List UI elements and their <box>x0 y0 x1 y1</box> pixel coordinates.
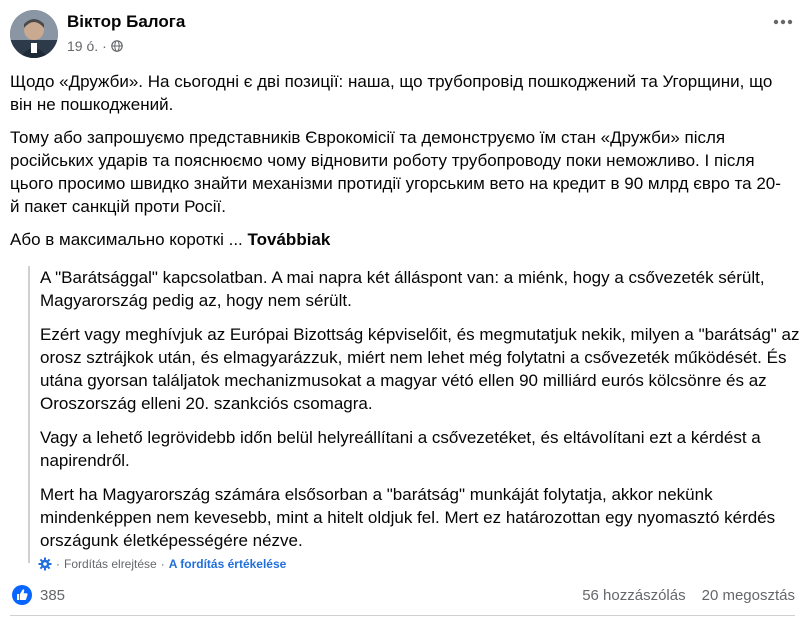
translation-paragraph: A "Barátsággal" kapcsolatban. A mai napra két álláspont van: a miénk, hogy a csővezeték sérült, Magyarország pedig az, hogy nem sérült. <box>40 268 765 310</box>
see-more-link[interactable]: Továbbiak <box>247 230 331 249</box>
hide-translation-link[interactable]: Fordítás elrejtése <box>64 557 157 571</box>
more-dots-icon <box>773 19 793 25</box>
avatar-photo <box>10 10 58 58</box>
post-time[interactable]: 19 ó. <box>67 38 99 54</box>
post-paragraph: Щодо «Дружби». На сьогодні є дві позиції: наша, що трубопровід пошкоджений та Угорщини, що він не пошкоджений. <box>10 72 773 114</box>
translation-paragraph: Vagy a lehető legrövidebb időn belül helyreállítani a csővezetéket, és eltávolítani ezt a kérdést a napirendről. <box>40 428 761 470</box>
share-count[interactable]: 20 megosztás <box>701 587 795 604</box>
post-text <box>10 70 790 261</box>
translation-block <box>28 266 805 563</box>
author-name[interactable]: Віктор Балога <box>67 12 186 31</box>
truncated-text: Або в максимально короткі ... <box>10 230 243 249</box>
meta-separator: · <box>102 38 107 54</box>
author-avatar[interactable] <box>10 10 58 58</box>
translation-controls <box>38 557 286 571</box>
like-count[interactable]: 385 <box>40 587 66 604</box>
controls-separator: · <box>160 557 165 571</box>
post-header <box>10 10 795 60</box>
rate-translation-link[interactable]: A fordítás értékelése <box>168 557 287 571</box>
stats-divider <box>10 615 795 616</box>
translation-paragraph: Ezért vagy meghívjuk az Európai Bizottság képviselőit, és megmutatjuk nekik, milyen a "barátság" az orosz sztrájkok után, és elmagyarázzuk, miért nem lehet még folytatni a csővezeték működését. És utána gyorsan találjatok mechanizmusokat a magyar vétó ellen 90 milliárd eurós kölcsönre és az Oroszország elleni 20. szankciós csomagra. <box>40 325 800 413</box>
post-meta <box>67 38 123 54</box>
more-options-button[interactable] <box>771 10 795 34</box>
post-paragraph-truncated <box>10 228 790 251</box>
globe-icon <box>111 40 123 52</box>
post-stats <box>10 584 795 608</box>
translation-paragraph: Mert ha Magyarország számára elsősorban a "barátság" munkáját folytatja, akkor nekünk mindenképpen nem kevesebb, mint a hitelt oldjuk fel. Mert ez határozottan egy nyomasztó kérdés országunk életképességére nézve. <box>40 485 776 550</box>
like-reaction-icon[interactable] <box>12 585 32 605</box>
controls-separator: · <box>56 557 60 571</box>
engagement-counts <box>582 587 795 604</box>
comment-count[interactable]: 56 hozzászólás <box>582 587 686 604</box>
post-paragraph: Тому або запрошуємо представників Єврокомісії та демонструємо їм стан «Дружби» після російських ударів та пояснюємо чому відновити роботу трубопроводу поки неможливо. І після цього просимо швидко знайти механізми протидії угорським вето на кредит в 90 млрд євро та 20-й пакет санкцій проти Росії. <box>10 128 781 216</box>
gear-icon[interactable] <box>38 557 52 571</box>
